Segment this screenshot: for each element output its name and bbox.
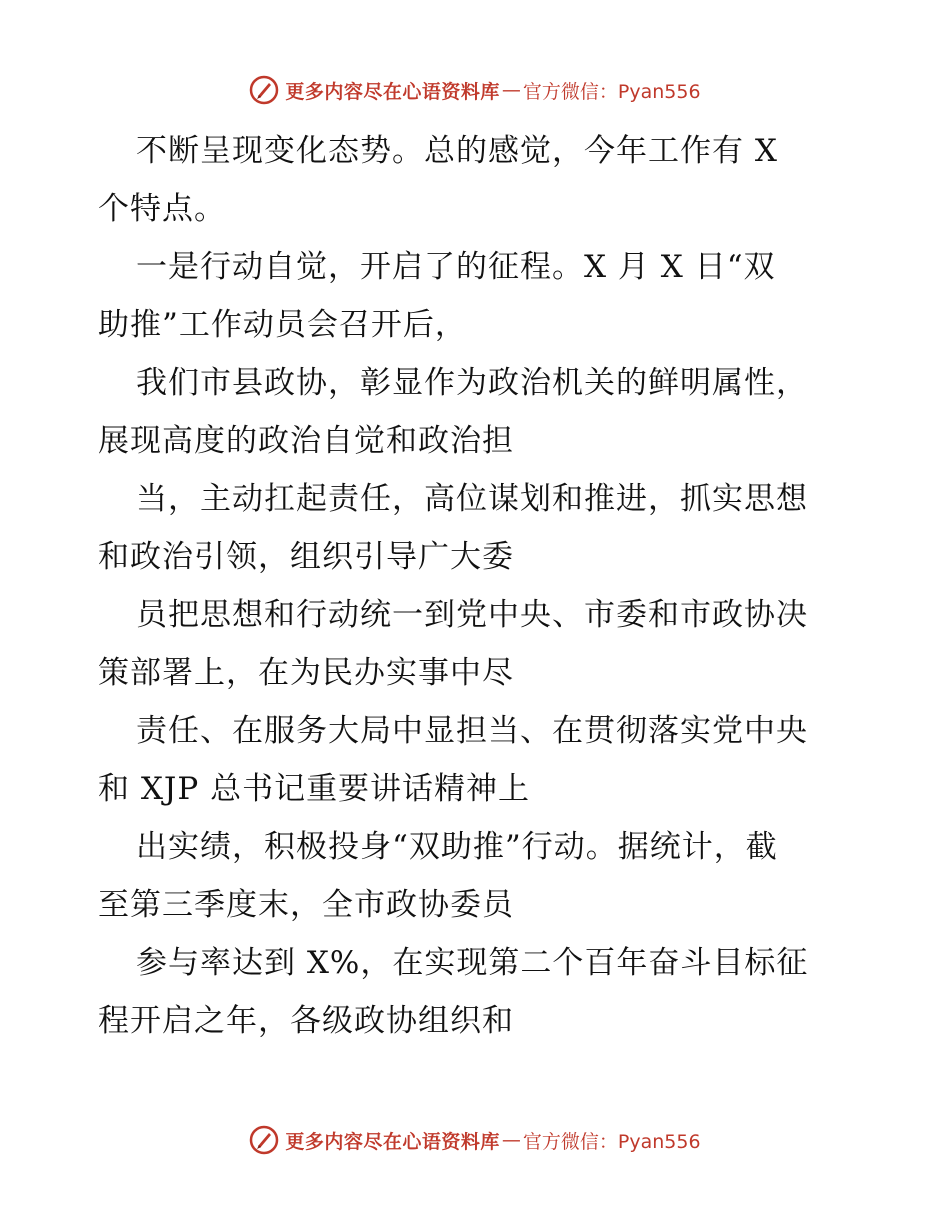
text-line: 出实绩，积极投身“双助推”行动。据统计，截: [136, 829, 778, 865]
text-line: 至第三季度末，全市政协委员: [98, 887, 514, 923]
text-line: 个特点。: [98, 191, 226, 227]
text-line: 和政治引领，组织引导广大委: [98, 539, 514, 575]
text-line: 展现高度的政治自觉和政治担: [98, 423, 514, 459]
text-line: 责任、在服务大局中显担当、在贯彻落实党中央: [136, 713, 808, 749]
quill-logo-icon: [249, 75, 279, 105]
text-line: 当，主动扛起责任，高位谋划和推进，抓实思想: [136, 481, 808, 517]
quill-logo-icon: [249, 1125, 279, 1155]
text-line: 和 XJP 总书记重要讲话精神上: [98, 771, 531, 807]
text-line: 不断呈现变化态势。总的感觉，今年工作有 X: [136, 133, 778, 169]
banner-title: 更多内容尽在心语资料库: [285, 1130, 500, 1153]
text-line: 助推”工作动员会召开后，: [98, 307, 467, 343]
footer-banner: [0, 1120, 950, 1160]
text-line: 一是行动自觉，开启了的征程。X 月 X 日“双: [136, 249, 776, 285]
banner-contact: 官方微信：Pyan556: [522, 80, 701, 103]
text-line: 策部署上，在为民办实事中尽: [98, 655, 514, 691]
banner-title: 更多内容尽在心语资料库: [285, 80, 500, 103]
banner-contact: 官方微信：Pyan556: [522, 1130, 701, 1153]
text-line: 程开启之年，各级政协组织和: [98, 1003, 514, 1039]
banner-dash: —: [501, 79, 521, 101]
text-line: 员把思想和行动统一到党中央、市委和市政协决: [136, 597, 808, 633]
text-line: 我们市县政协，彰显作为政治机关的鲜明属性，: [136, 365, 808, 401]
banner-dash: —: [501, 1129, 521, 1151]
text-line: 参与率达到 X%，在实现第二个百年奋斗目标征: [136, 945, 809, 981]
document-body: [98, 122, 868, 1050]
header-banner: [0, 70, 950, 110]
